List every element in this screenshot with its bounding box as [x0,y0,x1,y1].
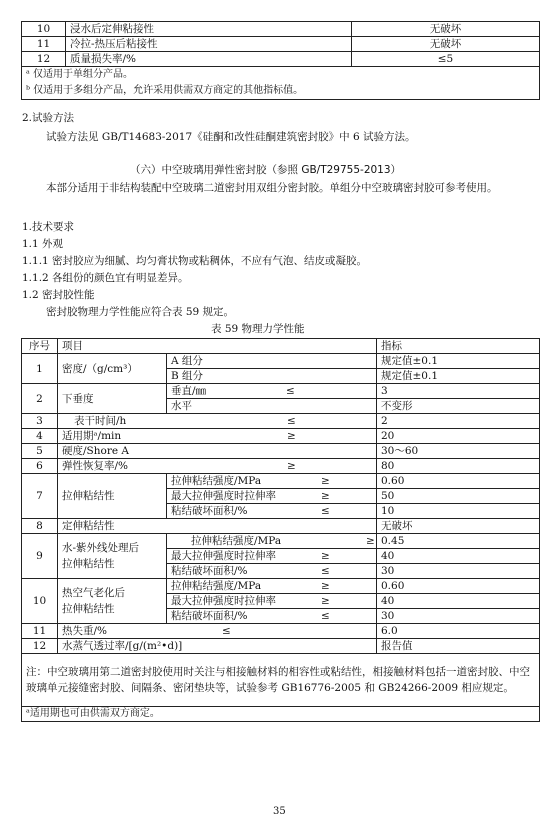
row-value: 80 [377,459,540,474]
header-value: 指标 [377,339,540,354]
row-value: 规定值±0.1 [377,369,540,384]
row-item-cell [58,459,377,474]
row-number: 3 [22,414,58,429]
row-value: 0.60 [377,474,540,489]
row-item: 定伸粘结性 [58,519,377,534]
row-item-cell [58,414,377,429]
row-item: 弹性恢复率/% [62,460,129,472]
heading-appearance: 1.1 外观 [22,238,64,250]
operator: ≥ [321,595,330,607]
row-number: 8 [22,519,58,534]
table-footnote-row [22,707,540,722]
row-value: 10 [377,504,540,519]
table-row [22,534,540,549]
sub-label: 拉伸粘结强度/MPa [191,535,282,547]
footnote-a: ᵃ 仅适用于单组分产品。 [26,69,134,80]
operator: ≥ [321,580,330,592]
row-value: 无破坏 [352,37,540,52]
row-value: 50 [377,489,540,504]
row-value: 不变形 [377,399,540,414]
row-item: 适用期ᵃ/min [62,430,122,442]
row-number: 4 [22,429,58,444]
sub-label: A 组分 [167,354,377,369]
row-value: 0.45 [377,534,540,549]
row-value: 无破坏 [377,519,540,534]
row-item-line2: 拉伸粘结性 [62,603,115,615]
sub-label-cell [167,489,377,504]
section-intro [22,180,538,196]
sub-label-cell [167,384,377,399]
row-value: 30 [377,564,540,579]
operator: ≤ [286,385,295,397]
section-title: （六）中空玻璃用弹性密封胶（参照 GB/T29755-2013） [130,164,402,176]
sub-label: 最大拉伸强度时拉伸率 [171,550,276,562]
row-item: 质量损失率/% [66,52,352,67]
row-number: 10 [22,22,66,37]
sub-label: 最大拉伸强度时拉伸率 [171,490,276,502]
header-no: 序号 [22,339,58,354]
row-number: 12 [22,52,66,67]
row-value: 报告值 [377,639,540,654]
row-value: 40 [377,594,540,609]
row-value: ≤5 [352,52,540,67]
table-footnote-row [22,67,540,100]
sub-label: 水平 [167,399,377,414]
sub-label: 粘结破坏面积/% [171,565,248,577]
row-value: 3 [377,384,540,399]
table-59 [21,338,540,722]
table-header-row [22,339,540,354]
row-value: 0.60 [377,579,540,594]
sub-label-cell [167,594,377,609]
row-item: 浸水后定伸粘接性 [66,22,352,37]
row-item-text: 密度/（g/cm³） [62,362,138,375]
table-row [22,429,540,444]
row-value: 规定值±0.1 [377,354,540,369]
sub-label: 拉伸粘结强度/MPa [171,580,262,592]
row-number: 11 [22,624,58,639]
row-number: 7 [22,474,58,519]
sub-label-cell [167,534,377,549]
clause-1-1-2: 1.1.2 各组份的颜色宜有明显差异。 [22,272,189,284]
table-note-row [22,654,540,707]
table-caption: 表 59 物理力学性能 [211,323,305,335]
row-number: 5 [22,444,58,459]
sub-label: 粘结破坏面积/% [171,505,248,517]
table-row [22,519,540,534]
table-row [22,414,540,429]
row-item-cell [58,429,377,444]
row-item: 拉伸粘结性 [58,474,167,519]
sub-label: 垂直/㎜ [171,385,207,397]
sub-label: 粘结破坏面积/% [171,610,248,622]
operator: ≥ [321,550,330,562]
operator: ≥ [321,475,330,487]
table-row [22,37,540,52]
table-row [22,474,540,489]
row-item-cell [58,624,377,639]
row-number: 6 [22,459,58,474]
test-method-heading: 2.试验方法 [22,112,75,124]
clause-1-1-1: 1.1.1 密封胶应为细腻、均匀膏状物或粘稠体，不应有气泡、结皮或凝胶。 [22,255,368,267]
table-row [22,52,540,67]
operator: ≤ [321,610,330,622]
row-item-line1: 热空气老化后 [62,587,125,599]
operator: ≤ [321,565,330,577]
sub-label-cell [167,474,377,489]
table-row [22,624,540,639]
row-number: 1 [22,354,58,384]
table-row [22,639,540,654]
table-note: 注：中空玻璃用第二道密封胶使用时关注与相接触材料的相容性或粘结性，相接触材料包括一道密封胶、中空玻璃单元接缝密封胶、间隔条、密闭垫块等，试验参考 GB16776-2005 和 GB24266-2009 相应规定。 [22,654,540,707]
heading-performance: 1.2 密封胶性能 [22,289,95,301]
row-value: 6.0 [377,624,540,639]
row-value: 30～60 [377,444,540,459]
operator: ≥ [366,535,375,547]
sub-label-cell [167,579,377,594]
row-item-line1: 水-紫外线处理后 [62,542,140,554]
sub-label: 最大拉伸强度时拉伸率 [171,595,276,607]
row-item: 水蒸气透过率/[g/(m²•d)] [58,639,377,654]
operator: ≥ [287,430,296,442]
row-number: 10 [22,579,58,624]
sub-label-cell [167,609,377,624]
row-item: 冷拉-热压后粘接性 [66,37,352,52]
sub-label-cell [167,564,377,579]
row-number: 9 [22,534,58,579]
sub-label-cell [167,504,377,519]
row-number: 12 [22,639,58,654]
header-item: 项目 [58,339,377,354]
table-row [22,444,540,459]
sub-label: 拉伸粘结强度/MPa [171,475,262,487]
row-item [58,354,167,384]
row-item [58,579,167,624]
row-number: 2 [22,384,58,414]
table-row [22,354,540,369]
row-item [58,534,167,579]
table-row [22,579,540,594]
intro-text: 本部分适用于非结构装配中空玻璃二道密封用双组分密封胶。单组分中空玻璃密封胶可参考使用。 [46,182,498,194]
test-method-text: 试验方法见 GB/T14683-2017《硅酮和改性硅酮建筑密封胶》中 6 试验方法。 [46,131,416,143]
table-footnote: ᵃ适用期也可由供需双方商定。 [22,707,540,722]
table-row [22,384,540,399]
row-item: 硬度/Shore A [58,444,377,459]
row-item: 表干时间/h [74,415,127,427]
sub-label: B 组分 [167,369,377,384]
row-item-line2: 拉伸粘结性 [62,558,115,570]
performance-text: 密封胶物理力学性能应符合表 59 规定。 [46,306,235,318]
row-value: 30 [377,609,540,624]
row-number: 11 [22,37,66,52]
row-value: 20 [377,429,540,444]
sub-label-cell [167,549,377,564]
operator: ≥ [321,490,330,502]
operator: ≤ [222,625,231,637]
heading-tech-requirements: 1.技术要求 [22,221,75,233]
row-item: 热失重/% [62,625,108,637]
footnote-b: ᵇ 仅适用于多组分产品，允许采用供需双方商定的其他指标值。 [26,85,304,96]
operator: ≤ [287,415,296,427]
row-value: 无破坏 [352,22,540,37]
table-row [22,22,540,37]
operator: ≥ [287,460,296,472]
operator: ≤ [321,505,330,517]
row-value: 40 [377,549,540,564]
page-number: 35 [273,806,286,817]
row-item: 下垂度 [58,384,167,414]
row-value: 2 [377,414,540,429]
top-table [21,21,540,100]
table-row [22,459,540,474]
